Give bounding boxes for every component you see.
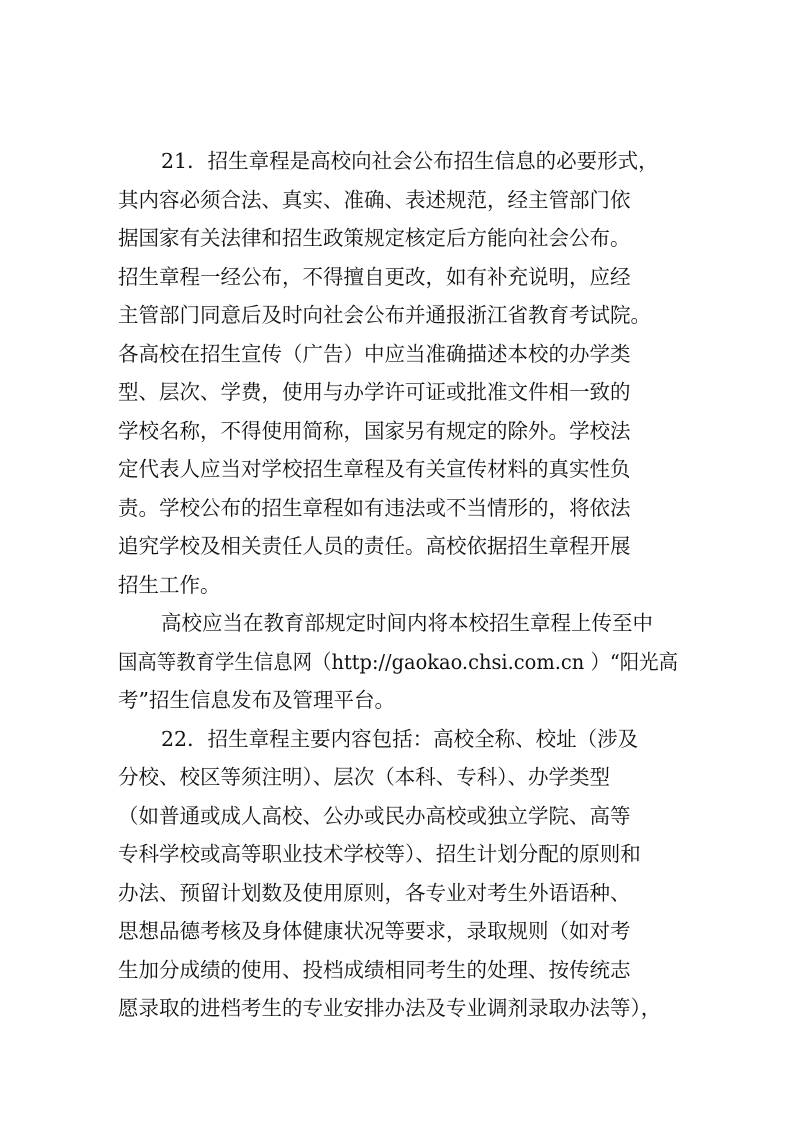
paragraph-21-line-9: 定代表人应当对学校招生章程及有关宣传材料的真实性负 bbox=[118, 457, 631, 481]
paragraph-21-line-12: 招生工作。 bbox=[118, 572, 221, 597]
paragraph-21-line-1: 21．招生章程是高校向社会公布招生信息的必要形式， bbox=[161, 149, 659, 173]
paragraph-22-line-7: 生加分成绩的使用、投档成绩相同考生的处理、按传统志 bbox=[118, 957, 631, 982]
paragraph-21-line-4: 招生章程一经公布，不得擅自更改，如有补充说明，应经 bbox=[118, 264, 631, 289]
paragraph-21-line-5: 主管部门同意后及时向社会公布并通报浙江省教育考试院。 bbox=[118, 303, 651, 327]
paragraph-upload-line-2: 国高等教育学生信息网（http://gaokao.chsi.com.cn ）“阳光高 bbox=[118, 649, 678, 674]
paragraph-22-line-8: 愿录取的进档考生的专业安排办法及专业调剂录取办法等）， bbox=[118, 996, 662, 1020]
paragraph-22-line-5: 办法、预留计划数及使用原则，各专业对考生外语语种、 bbox=[118, 880, 631, 905]
paragraph-22-line-2: 分校、校区等须注明）、层次（本科、专科）、办学类型 bbox=[118, 765, 610, 789]
paragraph-21-line-8: 学校名称，不得使用简称，国家另有规定的除外。学校法 bbox=[118, 418, 631, 443]
paragraph-21-line-6: 各高校在招生宣传（广告）中应当准确描述本校的办学类 bbox=[118, 341, 631, 366]
paragraph-22-line-1: 22．招生章程主要内容包括：高校全称、校址（涉及 bbox=[161, 726, 639, 751]
paragraph-21-line-7: 型、层次、学费，使用与办学许可证或批准文件相一致的 bbox=[118, 380, 631, 404]
paragraph-upload-line-1: 高校应当在教育部规定时间内将本校招生章程上传至中 bbox=[161, 611, 653, 635]
document-body bbox=[118, 142, 678, 1028]
paragraph-21-line-10: 责。学校公布的招生章程如有违法或不当情形的，将依法 bbox=[118, 495, 631, 520]
paragraph-21-line-2: 其内容必须合法、真实、准确、表述规范，经主管部门依 bbox=[118, 187, 631, 212]
paragraph-21-line-3: 据国家有关法律和招生政策规定核定后方能向社会公布。 bbox=[118, 226, 631, 250]
paragraph-upload-line-3: 考”招生信息发布及管理平台。 bbox=[118, 688, 395, 712]
paragraph-22-line-3: （如普通或成人高校、公办或民办高校或独立学院、高等 bbox=[118, 803, 631, 828]
paragraph-22-line-6: 思想品德考核及身体健康状况等要求，录取规则（如对考 bbox=[118, 919, 631, 943]
paragraph-22-line-4: 专科学校或高等职业技术学校等）、招生计划分配的原则和 bbox=[118, 842, 641, 866]
paragraph-21-line-11: 追究学校及相关责任人员的责任。高校依据招生章程开展 bbox=[118, 534, 631, 558]
